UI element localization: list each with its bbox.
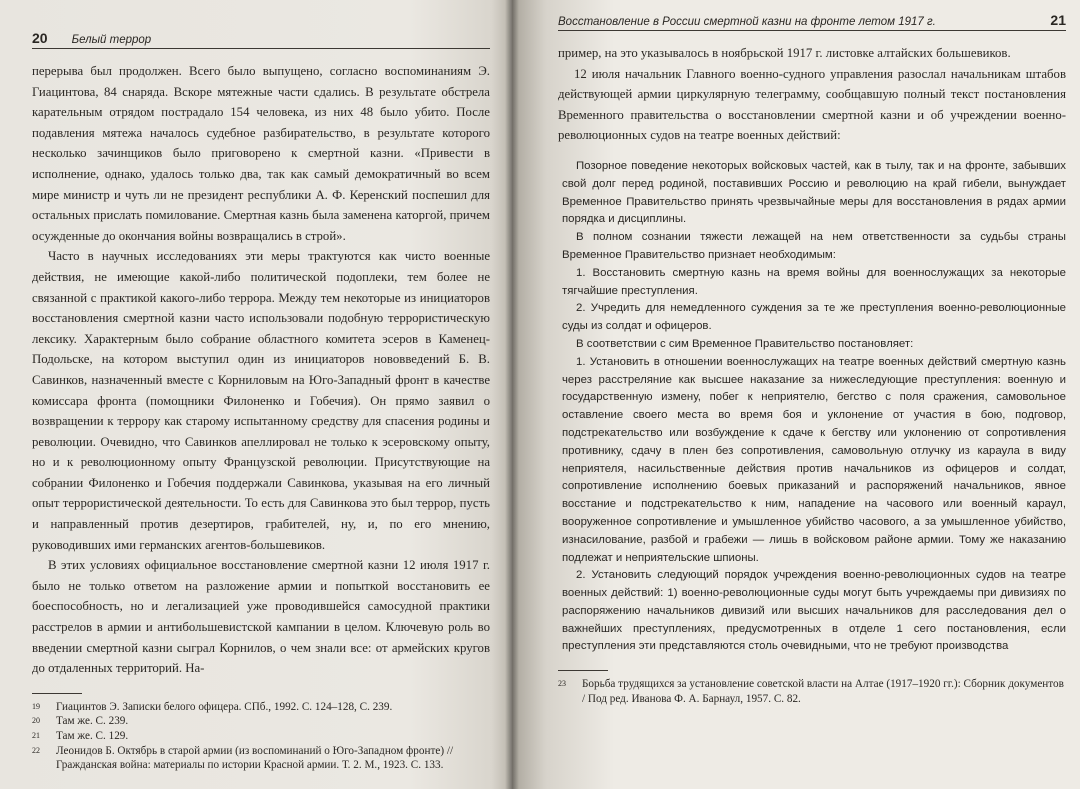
footnote-rule bbox=[32, 693, 82, 694]
footnote-number: 23 bbox=[558, 679, 566, 689]
paragraph: перерыва был продолжен. Всего было выпущено, согласно воспоминаниям Э. Гиацинтова, 84 снаряда. Вскоре мятежные части сдались. В результате обстрела карательным отрядом пострадало 154 человека, из них 48 было убито. После подавления мятежа началось судебное разбирательство, в результате которого несколько зачинщиков было приговорено к смертной казни. «Привести в исполнение, однако, удалось только два, так как самый демократичный во всем мире министр и чуть ли не президент республики А. Ф. Керенский поспешил для остальных прислать помилование. Смертная казнь была заменена каторгой, причем осужденные до окончания войны возвращались в строй». bbox=[32, 64, 490, 243]
page-number: 20 bbox=[32, 30, 48, 46]
quoted-decree bbox=[558, 158, 1066, 656]
left-body-text bbox=[32, 61, 490, 679]
quote-paragraph: 1. Восстановить смертную казнь на время войны для военнослужащих за некоторые тягчайшие преступления. bbox=[562, 266, 1066, 297]
paragraph: В этих условиях официальное восстановление смертной казни 12 июля 1917 г. было не только ответом на разложение армии и попыткой восстановить ее боеспособность, но и легализацией уже проводившейся самосудной практики расстрелов в армии и антибольшевистской кампании в целом. Ключевую роль во введении смертной казни сыграл Корнилов, о чем знали все: от армейских кругов до отдаленных территорий. На- bbox=[32, 558, 490, 676]
footnote-text: Леонидов Б. Октябрь в старой армии (из воспоминаний о Юго-Западном фронте) // Гражданская война: материалы по истории Красной армии. Т. 2. М., 1923. С. 133. bbox=[56, 744, 454, 772]
right-footnotes bbox=[558, 677, 1066, 706]
footnote bbox=[32, 700, 490, 715]
right-body-text bbox=[558, 43, 1066, 146]
footnote-text: Там же. С. 129. bbox=[56, 730, 129, 742]
footnote-number: 20 bbox=[32, 716, 40, 726]
footnote bbox=[558, 677, 1066, 706]
quote-paragraph: В соответствии с сим Временное Правительство постановляет: bbox=[576, 337, 914, 350]
paragraph: Часто в научных исследованиях эти меры трактуются как чисто военные действия, не имеющие какой-либо политической подоплеки, тем более не связанной с практикой какого-либо террора. Между тем некоторые из инициаторов восстановления смертной казни часто использовали подобную террористическую лексику. Характерным было собрание областного комитета эсеров в Каменец-Подольске, на котором выступил один из инициаторов нововведений Б. В. Савинков, назначенный вместе с Корниловым на Юго-Западный фронт в качестве комиссара фронта (помощники Филоненко и Гобечия). Он прямо заявил о возвращении к террору как старому испытанному средству для спасения родины и революции. Очевидно, что Савинков апеллировал не только к эсеровскому опыту, но и к революционному опыту Французской революции. Присутствующие на собрании Филоненко и Гобечия поддержали Савинкова, указывая на его личный опыт террористической деятельности. То есть для Савинкова это был террор, пусть и направленный против дезертиров, грабителей, ну, и, по его мнению, руководивших ими германских агентов-большевиков. bbox=[32, 249, 490, 552]
footnote-number: 22 bbox=[32, 745, 40, 755]
quote-paragraph: 1. Установить в отношении военнослужащих на театре военных действий смертную казнь через расстреляние как высшее наказание за нижеследующие преступления: военную и государственную измену, побег к неприятелю, бегство с поля сражения, самовольное оставление своего места во время боя и уклонение от участия в бою, подговор, подстрекательство или возбуждение к сдаче к бегству или уклонению от сопротивления противнику, сдачу в плен без сопротивления, самовольную отлучку из караула в виду неприятеля, насильственные действия против начальников из офицеров и солдат, сопротивление исполнению боевых приказаний и распоряжений начальников, явное восстание и подстрекательство к ним, нападение на часового или военный караул, вооруженное сопротивление и умышленное убийство часового, а за умышленное убийство, изнасилование, разбой и грабежи — лишь в войсковом районе армии. Тому же наказанию подлежат и неприятельские шпионы. bbox=[562, 355, 1066, 564]
footnote-text: Борьба трудящихся за установление советской власти на Алтае (1917–1920 гг.): Сборник документов / Под ред. Иванова Ф. А. Барнаул, 1957. С. 82. bbox=[582, 678, 1064, 705]
left-footnotes bbox=[32, 700, 490, 773]
quote-paragraph: 2. Установить следующий порядок учреждения военно-революционных судов на театре военных действий: 1) военно-революционные суды могут быть учреждаемы при дивизиях по распоряжению начальников дивизий или высших начальников для расследования дел о важнейших преступлениях, предусмотренных в отделе 1 сего постановления, если преступления эти представляются столь очевидными, что не требуют производства bbox=[562, 569, 1066, 653]
running-head: Белый террор bbox=[71, 34, 152, 46]
footnote-text: Там же. С. 239. bbox=[56, 715, 129, 728]
footnote bbox=[32, 744, 490, 773]
paragraph: пример, на это указывалось в ноябрьской 1917 г. листовке алтайских большевиков. bbox=[558, 46, 1011, 60]
left-page bbox=[0, 0, 512, 789]
footnote-rule bbox=[558, 670, 608, 671]
page-number: 21 bbox=[1050, 12, 1066, 28]
left-header bbox=[32, 30, 490, 49]
footnote bbox=[32, 714, 490, 729]
quote-paragraph: 2. Учредить для немедленного суждения за те же преступления военно-революционные суды из солдат и офицеров. bbox=[562, 302, 1066, 333]
quote-paragraph: В полном сознании тяжести лежащей на нем ответственности за судьбы страны Временное Правительство признает необходимым: bbox=[562, 231, 1066, 261]
running-head: Восстановление в России смертной казни на фронте летом 1917 г. bbox=[558, 16, 936, 28]
right-page bbox=[512, 0, 1080, 789]
paragraph: 12 июля начальник Главного военно-судного управления разослал начальникам штабов действующей армии циркулярную телеграмму, сообщавшую полный текст постановления Временного правительства о восстановлении смертной казни и об учреждении военно-революционных судов на театре военных действий: bbox=[558, 66, 1066, 143]
footnote-number: 21 bbox=[32, 731, 40, 740]
book-gutter bbox=[505, 0, 519, 789]
footnote bbox=[32, 729, 490, 744]
right-header bbox=[558, 12, 1066, 31]
footnote-text: Гиацинтов Э. Записки белого офицера. СПб., 1992. С. 124–128, С. 239. bbox=[56, 700, 393, 713]
quote-paragraph: Позорное поведение некоторых войсковых частей, как в тылу, так и на фронте, забывших свой долг перед родиной, поставивших Россию и революцию на край гибели, вынуждает Временное Правительство принять чрезвычайные меры для восстановления в рядах армии порядка и дисциплины. bbox=[562, 159, 1066, 226]
footnote-number: 19 bbox=[32, 701, 40, 711]
